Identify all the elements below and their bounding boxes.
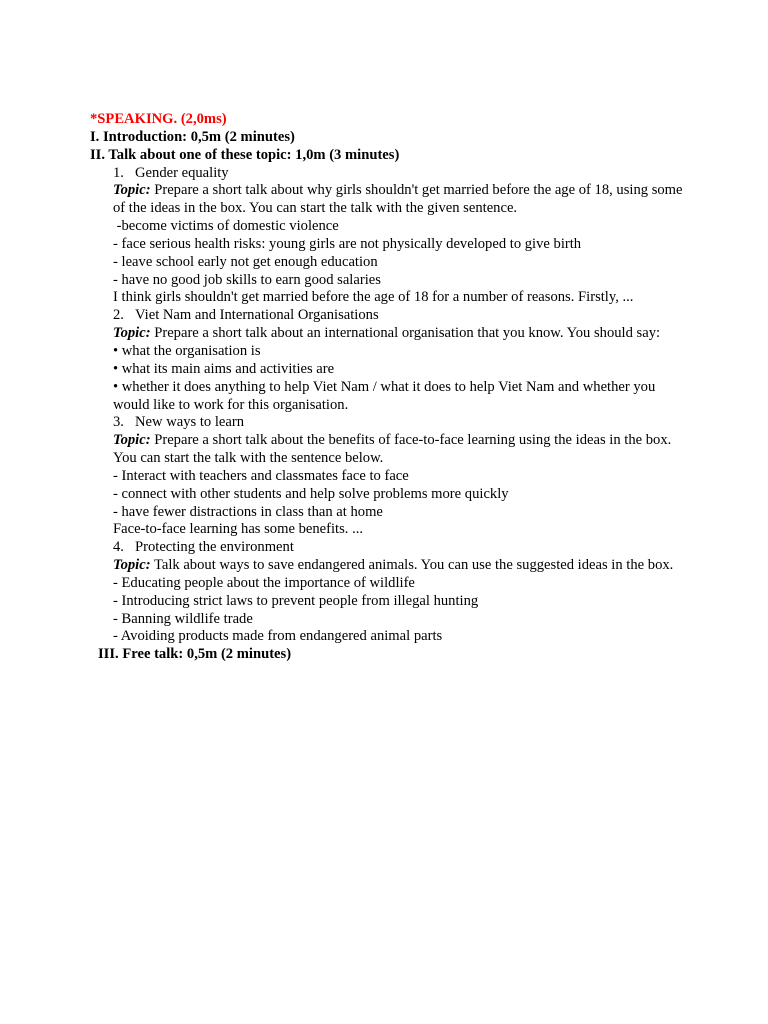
- speaking-section: [90, 111, 730, 664]
- topic-title: New ways to learn: [135, 414, 245, 431]
- topic-prompt-line: [90, 432, 730, 450]
- topic-idea-line: Face-to-face learning has some benefits. ...: [113, 521, 364, 538]
- topic-idea-line: - Banning wildlife trade: [113, 610, 253, 627]
- topic-number: 1.: [113, 164, 124, 181]
- topic-title-line: [90, 307, 730, 325]
- topic-prompt-text: Talk about ways to save endangered animals. You can use the suggested ideas in the box.: [153, 557, 674, 574]
- topic-list: [90, 165, 730, 647]
- topic-idea-line: - leave school early not get enough education: [113, 253, 378, 270]
- topic-prompt-line: [90, 557, 730, 575]
- topic-idea-line: • what its main aims and activities are: [113, 360, 335, 377]
- topic-idea-line: - Educating people about the importance of wildlife: [113, 574, 415, 591]
- topic-idea-line: • what the organisation is: [113, 342, 261, 359]
- topic-title: Protecting the environment: [135, 539, 294, 556]
- topic-block: [90, 414, 730, 539]
- topic-title-line: [90, 165, 730, 183]
- free-talk-heading: III. Free talk: 0,5m (2 minutes): [98, 646, 292, 663]
- topic-block: [90, 307, 730, 414]
- topic-prompt-text: Prepare a short talk about an international organisation that you know. You should say:: [154, 325, 661, 342]
- talk-heading: II. Talk about one of these topic: 1,0m (3 minutes): [90, 146, 400, 163]
- topic-prompt-text: Prepare a short talk about the benefits of face-to-face learning using the ideas in the box.: [154, 432, 672, 449]
- topic-prompt-text: of the ideas in the box. You can start the talk with the given sentence.: [113, 200, 518, 217]
- topic-label: Topic:: [113, 557, 151, 574]
- topic-idea-line: - Introducing strict laws to prevent people from illegal hunting: [113, 592, 479, 609]
- topic-idea-line: - connect with other students and help solve problems more quickly: [113, 485, 509, 502]
- topic-idea-line: I think girls shouldn't get married before the age of 18 for a number of reasons. Firstly, ...: [113, 289, 634, 306]
- topic-prompt-text: Prepare a short talk about why girls shouldn't get married before the age of 18, using some: [154, 182, 683, 199]
- topic-prompt-line: [90, 325, 730, 343]
- topic-label: Topic:: [113, 325, 151, 342]
- topic-idea-line: - face serious health risks: young girls are not physically developed to give birth: [113, 235, 582, 252]
- topic-idea-line: - have no good job skills to earn good salaries: [113, 271, 381, 288]
- topic-idea-line: - have fewer distractions in class than at home: [113, 503, 383, 520]
- topic-idea-line: - Interact with teachers and classmates face to face: [113, 467, 409, 484]
- topic-title: Viet Nam and International Organisations: [135, 307, 379, 324]
- topic-idea-line: -become victims of domestic violence: [113, 218, 339, 235]
- topic-idea-line: • whether it does anything to help Viet Nam / what it does to help Viet Nam and whether you: [113, 378, 656, 395]
- topic-prompt-line: [90, 182, 730, 200]
- topic-title: Gender equality: [135, 164, 229, 181]
- topic-idea-line: - Avoiding products made from endangered animal parts: [113, 628, 443, 645]
- topic-title-line: [90, 414, 730, 432]
- topic-title-line: [90, 539, 730, 557]
- topic-number: 4.: [113, 539, 124, 556]
- introduction-heading: I. Introduction: 0,5m (2 minutes): [90, 128, 295, 145]
- topic-number: 3.: [113, 414, 124, 431]
- topic-prompt-line: [90, 200, 730, 218]
- topic-prompt-line: [90, 450, 730, 468]
- topic-number: 2.: [113, 307, 124, 324]
- speaking-heading: *SPEAKING. (2,0ms): [90, 111, 227, 127]
- topic-label: Topic:: [113, 182, 151, 199]
- topic-prompt-text: You can start the talk with the sentence below.: [113, 450, 384, 467]
- topic-block: [90, 165, 730, 308]
- topic-label: Topic:: [113, 432, 151, 449]
- topic-block: [90, 539, 730, 646]
- topic-idea-line: would like to work for this organisation.: [113, 396, 349, 413]
